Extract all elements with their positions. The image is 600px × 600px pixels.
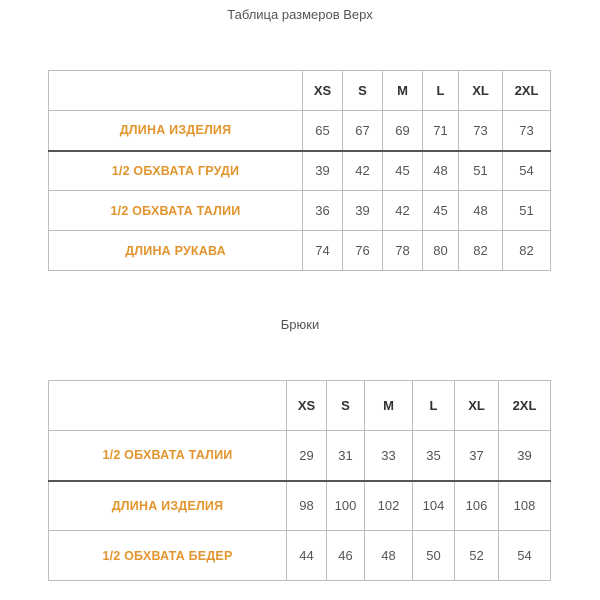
- row-label: ДЛИНА ИЗДЕЛИЯ: [49, 481, 287, 531]
- size-header: L: [423, 71, 459, 111]
- row-label: 1/2 ОБХВАТА ГРУДИ: [49, 151, 303, 191]
- row-label: 1/2 ОБХВАТА ТАЛИИ: [49, 191, 303, 231]
- value-cell: 42: [383, 191, 423, 231]
- value-cell: 51: [459, 151, 503, 191]
- value-cell: 67: [343, 111, 383, 151]
- table-row: [49, 231, 551, 271]
- value-cell: 54: [503, 151, 551, 191]
- table-row: [49, 111, 551, 151]
- top-table-caption: Таблица размеров Верх: [227, 7, 373, 22]
- row-label: ДЛИНА ИЗДЕЛИЯ: [49, 111, 303, 151]
- size-header: S: [327, 381, 365, 431]
- size-header: 2XL: [499, 381, 551, 431]
- value-cell: 36: [303, 191, 343, 231]
- top-size-table: [48, 70, 551, 271]
- value-cell: 108: [499, 481, 551, 531]
- header-row: [49, 71, 551, 111]
- value-cell: 48: [459, 191, 503, 231]
- value-cell: 80: [423, 231, 459, 271]
- size-header: S: [343, 71, 383, 111]
- value-cell: 45: [383, 151, 423, 191]
- value-cell: 65: [303, 111, 343, 151]
- value-cell: 100: [327, 481, 365, 531]
- bottom-table-caption: Брюки: [280, 317, 320, 332]
- size-header: XS: [287, 381, 327, 431]
- value-cell: 31: [327, 431, 365, 481]
- value-cell: 106: [455, 481, 499, 531]
- size-header: 2XL: [503, 71, 551, 111]
- value-cell: 51: [503, 191, 551, 231]
- value-cell: 39: [343, 191, 383, 231]
- value-cell: 48: [365, 531, 413, 581]
- size-header: XL: [459, 71, 503, 111]
- value-cell: 69: [383, 111, 423, 151]
- corner-cell: [49, 381, 287, 431]
- table-row: [49, 431, 551, 481]
- size-header: XS: [303, 71, 343, 111]
- size-header: L: [413, 381, 455, 431]
- value-cell: 46: [327, 531, 365, 581]
- value-cell: 54: [499, 531, 551, 581]
- value-cell: 29: [287, 431, 327, 481]
- size-header: XL: [455, 381, 499, 431]
- value-cell: 48: [423, 151, 459, 191]
- value-cell: 39: [303, 151, 343, 191]
- row-label: 1/2 ОБХВАТА ТАЛИИ: [49, 431, 287, 481]
- value-cell: 73: [459, 111, 503, 151]
- row-label: ДЛИНА РУКАВА: [49, 231, 303, 271]
- value-cell: 37: [455, 431, 499, 481]
- bottom-size-table: [48, 380, 551, 581]
- value-cell: 39: [499, 431, 551, 481]
- size-header: M: [383, 71, 423, 111]
- value-cell: 98: [287, 481, 327, 531]
- corner-cell: [49, 71, 303, 111]
- value-cell: 104: [413, 481, 455, 531]
- value-cell: 71: [423, 111, 459, 151]
- value-cell: 82: [503, 231, 551, 271]
- value-cell: 45: [423, 191, 459, 231]
- value-cell: 102: [365, 481, 413, 531]
- value-cell: 73: [503, 111, 551, 151]
- header-row: [49, 381, 551, 431]
- value-cell: 74: [303, 231, 343, 271]
- value-cell: 76: [343, 231, 383, 271]
- value-cell: 82: [459, 231, 503, 271]
- value-cell: 44: [287, 531, 327, 581]
- value-cell: 52: [455, 531, 499, 581]
- value-cell: 35: [413, 431, 455, 481]
- value-cell: 33: [365, 431, 413, 481]
- value-cell: 50: [413, 531, 455, 581]
- size-header: M: [365, 381, 413, 431]
- table-row: [49, 191, 551, 231]
- table-row: [49, 151, 551, 191]
- table-row: [49, 481, 551, 531]
- value-cell: 42: [343, 151, 383, 191]
- value-cell: 78: [383, 231, 423, 271]
- row-label: 1/2 ОБХВАТА БЕДЕР: [49, 531, 287, 581]
- table-row: [49, 531, 551, 581]
